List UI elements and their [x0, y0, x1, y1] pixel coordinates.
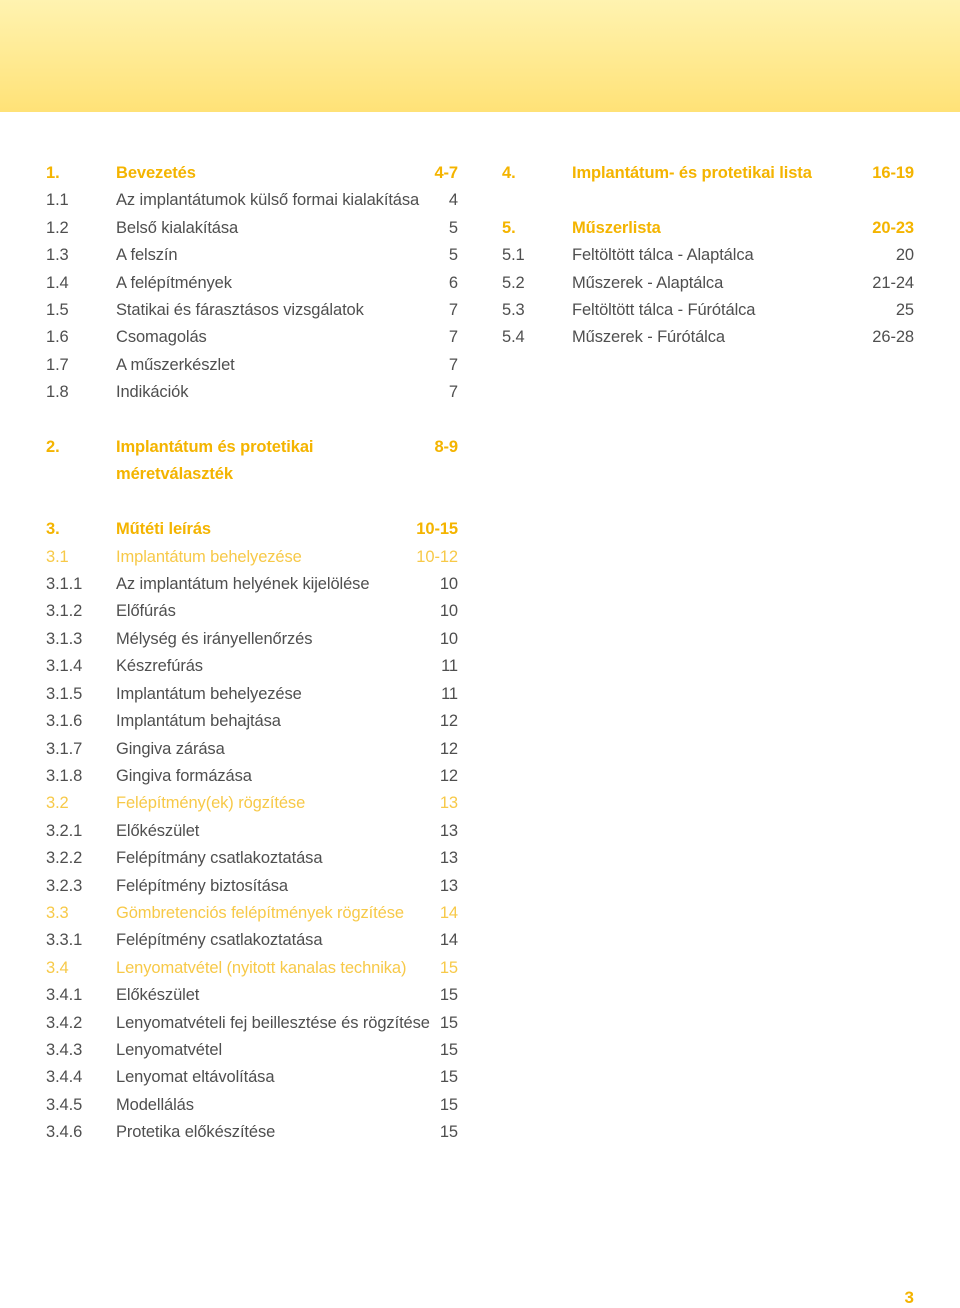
toc-entry-title: Gömbretenciós felépítmények rögzítése [116, 903, 404, 922]
toc-entry-title: Protetika előkészítése [116, 1123, 276, 1142]
toc-entry-title: A felszín [116, 246, 178, 265]
toc-entry-chapter[interactable] [502, 215, 914, 242]
toc-entry-title: Implantátum- és protetikai lista [572, 164, 812, 182]
toc-entry-page: 12 [439, 766, 458, 785]
toc-entry-plain[interactable] [46, 736, 458, 763]
toc-entry-page: 12 [439, 739, 458, 758]
toc-entry-number: 3.4.2 [46, 1013, 83, 1032]
toc-entry-page: 6 [448, 273, 458, 292]
toc-entry-number: 1.3 [46, 246, 69, 265]
toc-entry-page: 20-23 [872, 218, 914, 237]
toc-entry-plain[interactable] [46, 653, 458, 680]
toc-entry-number: 3.2.3 [46, 876, 83, 895]
toc-entry-plain[interactable] [46, 681, 458, 708]
toc-entry-number: 5.4 [502, 328, 525, 347]
toc-entry-title: Implantátum behelyezése [116, 547, 302, 566]
toc-entry-page: 11 [441, 684, 458, 703]
toc-entry-page: 15 [439, 958, 458, 977]
toc-entry-title: Műtéti leírás [116, 520, 211, 539]
toc-entry-number: 3. [46, 520, 60, 539]
toc-entry-plain[interactable] [46, 379, 458, 406]
toc-entry-page: 10 [439, 602, 458, 621]
toc-entry-plain[interactable] [502, 242, 914, 269]
toc-entry-title: Feltöltött tálca - Fúrótálca [572, 301, 756, 320]
toc-entry-number: 3.2 [46, 794, 69, 813]
toc-entry-plain[interactable] [46, 818, 458, 845]
toc-left-column [46, 160, 458, 1147]
toc-entry-number: 3.4.4 [46, 1068, 83, 1087]
toc-entry-number: 3.4.5 [46, 1095, 83, 1114]
toc-entry-title: Implantátum behajtása [116, 712, 281, 731]
toc-entry-title: Az implantátumok külső formai kialakítása [116, 191, 420, 210]
toc-entry-plain[interactable] [46, 982, 458, 1009]
toc-entry-page: 4 [448, 191, 458, 210]
toc-entry-section[interactable] [46, 955, 458, 982]
toc-entry-page: 13 [439, 849, 458, 868]
toc-entry-title: Műszerlista [572, 218, 661, 237]
toc-entry-plain[interactable] [46, 297, 458, 324]
toc-entry-page: 10-12 [416, 547, 458, 566]
header-banner [0, 0, 960, 112]
toc-spacer [502, 187, 914, 214]
toc-entry-title: Felépítmény csatlakoztatása [116, 931, 323, 950]
toc-entry-page: 10 [439, 629, 458, 648]
toc-entry-number: 1. [46, 164, 60, 182]
toc-entry-title: Indikációk [116, 383, 189, 402]
toc-entry-title: méretválaszték [116, 465, 233, 484]
toc-entry-page: 15 [439, 1040, 458, 1059]
toc-entry-title: Felépítmény biztosítása [116, 876, 288, 895]
toc-entry-plain[interactable] [46, 927, 458, 954]
toc-entry-page: 21-24 [872, 273, 914, 292]
toc-entry-title: Feltöltött tálca - Alaptálca [572, 246, 754, 265]
toc-entry-title: Felépítmény(ek) rögzítése [116, 794, 306, 813]
toc-entry-page: 13 [439, 794, 458, 813]
toc-entry-number: 3.3 [46, 903, 69, 922]
toc-entry-page: 26-28 [872, 328, 914, 347]
toc-entry-page: 7 [448, 355, 458, 374]
toc-entry-number: 3.1.7 [46, 739, 83, 758]
toc-entry-number: 3.4.6 [46, 1123, 83, 1142]
toc-entry-number: 3.1.5 [46, 684, 83, 703]
toc-entry-page: 8-9 [434, 438, 458, 457]
toc-entry-section[interactable] [46, 900, 458, 927]
toc-entry-plain[interactable] [46, 845, 458, 872]
toc-entry-number: 5.3 [502, 301, 525, 320]
toc-entry-page: 5 [448, 246, 458, 265]
toc-entry-number: 3.1.6 [46, 712, 83, 731]
toc-entry-number: 3.1.2 [46, 602, 83, 621]
toc-entry-number: 3.3.1 [46, 931, 83, 950]
toc-entry-page: 15 [439, 1095, 458, 1114]
toc-entry-plain[interactable] [46, 763, 458, 790]
toc-entry-page: 7 [448, 383, 458, 402]
toc-entry-page: 15 [439, 986, 458, 1005]
toc-entry-page: 7 [448, 328, 458, 347]
toc-entry-page: 14 [439, 931, 458, 950]
toc-entry-number: 1.4 [46, 273, 69, 292]
toc-entry-number: 4. [502, 164, 516, 182]
toc-entry-plain[interactable] [46, 571, 458, 598]
toc-entry-title: Műszerek - Alaptálca [572, 273, 724, 292]
toc-entry-number: 1.1 [46, 191, 69, 210]
toc-entry-title: A felépítmények [116, 273, 232, 292]
toc-entry-number: 1.2 [46, 218, 69, 237]
toc-entry-number: 2. [46, 438, 60, 457]
toc-entry-title: Előfúrás [116, 602, 176, 621]
toc-entry-title: Műszerek - Fúrótálca [572, 328, 725, 347]
toc-entry-chapter[interactable] [46, 160, 458, 187]
toc-entry-page: 7 [448, 301, 458, 320]
toc-entry-page: 14 [439, 903, 458, 922]
toc-spacer [46, 489, 458, 516]
toc-entry-page: 25 [895, 301, 914, 320]
toc-right-column [502, 160, 914, 352]
toc-entry-page: 12 [439, 712, 458, 731]
toc-entry-plain[interactable] [46, 873, 458, 900]
toc-entry-title: Belső kialakítása [116, 218, 239, 237]
toc-entry-plain[interactable] [46, 215, 458, 242]
toc-entry-page: 15 [439, 1013, 458, 1032]
toc-entry-chapter[interactable] [46, 516, 458, 543]
toc-entry-plain[interactable] [46, 1092, 458, 1119]
toc-entry-title: Modellálás [116, 1095, 194, 1114]
toc-entry-title: Felépítmány csatlakoztatása [116, 849, 323, 868]
toc-entry-plain[interactable] [46, 1064, 458, 1091]
toc-entry-title: Implantátum és protetikai [116, 438, 314, 457]
toc-entry-page: 13 [439, 821, 458, 840]
toc-entry-plain[interactable] [502, 270, 914, 297]
toc-entry-number: 3.4 [46, 958, 69, 977]
toc-entry-page: 10 [439, 575, 458, 594]
toc-entry-chapter[interactable] [502, 160, 914, 187]
toc-entry-plain[interactable] [46, 1119, 458, 1146]
toc-entry-page: 20 [895, 246, 914, 265]
toc-entry-plain[interactable] [502, 324, 914, 351]
toc-entry-title: Az implantátum helyének kijelölése [116, 575, 370, 594]
toc-entry-number: 3.4.1 [46, 986, 83, 1005]
toc-entry-number: 1.6 [46, 328, 69, 347]
toc-entry-title: Előkészület [116, 821, 200, 840]
toc-entry-number: 5.1 [502, 246, 525, 265]
toc-entry-plain[interactable] [46, 324, 458, 351]
toc-entry-page: 16-19 [872, 164, 914, 182]
page-number: 3 [904, 1288, 914, 1307]
toc-entry-number: 3.2.1 [46, 821, 83, 840]
toc-entry-plain[interactable] [46, 626, 458, 653]
toc-entry-plain[interactable] [46, 187, 458, 214]
toc-entry-number: 3.4.3 [46, 1040, 83, 1059]
toc-entry-title: Statikai és fárasztásos vizsgálatok [116, 301, 364, 320]
toc-entry-chapter[interactable] [46, 434, 458, 461]
toc-entry-page: 15 [439, 1068, 458, 1087]
toc-entry-title: Lenyomatvétel [116, 1040, 223, 1059]
toc-entry-section[interactable] [46, 790, 458, 817]
toc-entry-title: Lenyomatvételi fej beillesztése és rögzítése [116, 1013, 430, 1032]
toc-entry-title: A műszerkészlet [116, 355, 235, 374]
toc-entry-plain[interactable] [46, 598, 458, 625]
toc-entry-number: 1.5 [46, 301, 69, 320]
toc-entry-page: 5 [448, 218, 458, 237]
toc-entry-title: Bevezetés [116, 164, 196, 182]
toc-entry-page: 11 [441, 657, 458, 676]
toc-entry-plain[interactable] [46, 242, 458, 269]
toc-spacer [46, 407, 458, 434]
toc-entry-page: 15 [439, 1123, 458, 1142]
toc-entry-number: 1.8 [46, 383, 69, 402]
toc-entry-section[interactable] [46, 544, 458, 571]
toc-entry-title: Előkészület [116, 986, 200, 1005]
toc-entry-plain[interactable] [46, 1010, 458, 1037]
toc-entry-title: Készrefúrás [116, 657, 203, 676]
toc-entry-number: 5. [502, 218, 516, 237]
toc-entry-number: 3.1 [46, 547, 69, 566]
toc-entry-page: 10-15 [416, 520, 458, 539]
toc-entry-title: Mélység és irányellenőrzés [116, 629, 313, 648]
toc-entry-title: Lenyomat eltávolítása [116, 1068, 275, 1087]
toc-entry-plain[interactable] [46, 270, 458, 297]
toc-entry-title: Lenyomatvétel (nyitott kanalas technika) [116, 958, 407, 977]
toc-entry-number: 3.1.1 [46, 575, 83, 594]
toc-entry-page: 4-7 [434, 164, 458, 182]
toc-entry-page: 13 [439, 876, 458, 895]
toc-entry-plain[interactable] [46, 708, 458, 735]
toc-entry-chapter[interactable] [46, 461, 458, 488]
toc-entry-plain[interactable] [46, 352, 458, 379]
toc-entry-number: 3.1.3 [46, 629, 83, 648]
toc-entry-number: 3.2.2 [46, 849, 83, 868]
toc-entry-title: Implantátum behelyezése [116, 684, 302, 703]
toc-entry-plain[interactable] [46, 1037, 458, 1064]
toc-entry-title: Gingiva zárása [116, 739, 225, 758]
toc-entry-number: 3.1.4 [46, 657, 83, 676]
toc-entry-title: Csomagolás [116, 328, 207, 347]
toc-entry-plain[interactable] [502, 297, 914, 324]
toc-entry-number: 1.7 [46, 355, 69, 374]
toc-entry-number: 5.2 [502, 273, 525, 292]
toc-entry-title: Gingiva formázása [116, 766, 252, 785]
toc-entry-number: 3.1.8 [46, 766, 83, 785]
